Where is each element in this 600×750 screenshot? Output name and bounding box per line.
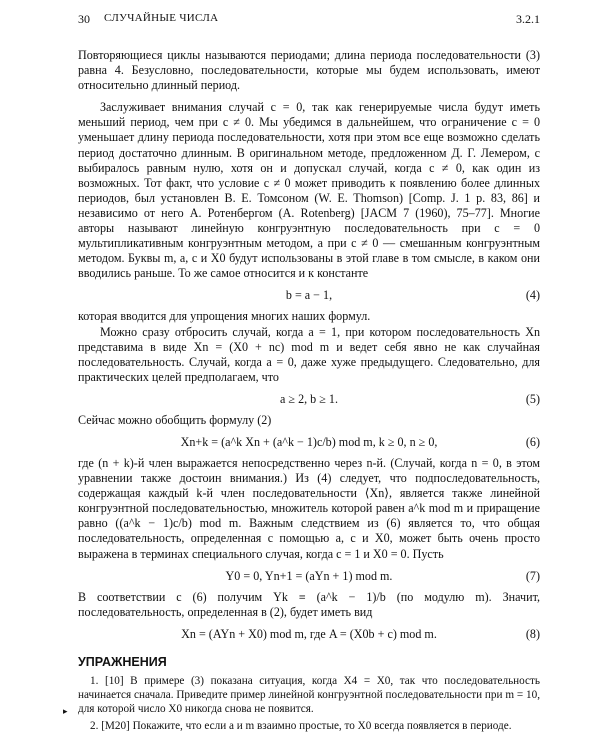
paragraph-3: которая вводится для упрощения многих наших формул. (78, 309, 371, 324)
equation-7 (78, 565, 540, 587)
equation-8 (78, 623, 540, 645)
exercise-1: 1. [10] В примере (3) показана ситуация, когда X4 = X0, так что последовательность начинается сначала. Приведите пример линейной конгруэнтной последовательности при m = 10, для которой число X0 никогда снова не появится. (78, 674, 540, 715)
equation-4-formula: b = a − 1, (285, 288, 333, 303)
paragraph-7: В соответствии с (6) получим Yk ≡ (a^k − 1)/b (по модулю m). Значит, последовательность, определенная в (2), будет иметь вид (78, 589, 540, 619)
equation-7-number: (7) (525, 568, 540, 583)
paragraph-2: Заслуживает внимания случай c = 0, так как генерируемые числа будут иметь меньший период, чем при c ≠ 0. Мы убедимся в дальнейшем, что ограничение c = 0 уменьшает длину периода последовательности, хотя при этом все еще возможно сделать период достаточно длинным. В оригинальном методе, предложенном Д. Г. Лемером, c выбиралось равным нулю, хотя он и допускал случай, когда c ≠ 0, как один из возможных. Тот факт, что условие c ≠ 0 может приводить к появлению более длинных периодов, был установлен В. Е. Томсоном (W. E. Thomson) [Comp. J. 1 p. 83, 86] и независимо от него А. Ротенбергом (A. Rotenberg) [JACM 7 (1960), 75–77]. Многие авторы называют линейную конгруэнтную последовательность при c = 0 мультипликативным конгруэнтным методом, а при c ≠ 0 — смешанным конгруэнтным методом. Буквы m, a, c и X0 будут использованы в этой главе в том смысле, в каком они вводились раньше. То же самое относится и к константе (78, 100, 540, 281)
paragraph-1: Повторяющиеся циклы называются периодами; длина периода последовательности (3) равна 4. Безусловно, последовательности, которые мы будем использовать, имеют относительно длинный период. (78, 48, 540, 93)
equation-8-formula: Xn = (AYn + X0) mod m, где A = (X0b + c) mod m. (181, 626, 437, 641)
equation-7-formula: Y0 = 0, Yn+1 = (aYn + 1) mod m. (225, 568, 393, 583)
running-header (78, 12, 540, 28)
text-body (78, 48, 540, 736)
paragraph-6: где (n + k)-й член выражается непосредственно через n-й. (Случай, когда n = 0, в этом уравнении также достоин внимания.) Из (4) следует, что подпоследовательность, содержащая каждый k-й член последовательности ⟨Xn⟩, является также линейной конгруэнтной последовательностью, множитель которой равен a^k mod m и приращение равно ((a^k − 1)c/b) mod m. Важным следствием из (6) является то, что общая последовательность, определенная с помощью a, c и X0, может быть очень просто выражена в терминах специального случая, когда c = 1 и X0 = 0. Пусть (78, 455, 540, 561)
paragraph-4: Можно сразу отбросить случай, когда a = 1, при котором последовательность Xn представима в виде Xn = (X0 + nc) mod m и ведет себя явно не как случайная последовательность. Случай, когда a = 0, даже хуже предыдущего. Следовательно, для практических целей предполагаем, что (78, 324, 540, 384)
equation-4 (78, 284, 540, 306)
equation-6-formula: Xn+k = (a^k Xn + (a^k − 1)c/b) mod m, k ≥ 0, n ≥ 0, (180, 434, 438, 449)
page-number: 30 (78, 12, 90, 26)
exercise-2: 2. [M20] Покажите, что если a и m взаимно простые, то X0 всегда появляется в периоде. (90, 719, 512, 732)
equation-4-number: (4) (525, 288, 540, 303)
equation-8-number: (8) (525, 626, 540, 641)
paragraph-5: Сейчас можно обобщить формулу (2) (78, 412, 272, 427)
equation-5-formula: a ≥ 2, b ≥ 1. (280, 391, 338, 406)
exercise-marker-icon: ▸ (63, 706, 68, 716)
running-title: СЛУЧАЙНЫЕ ЧИСЛА (104, 12, 219, 24)
equation-5-number: (5) (525, 391, 540, 406)
equation-6-number: (6) (525, 434, 540, 449)
exercises-heading: УПРАЖНЕНИЯ (78, 654, 167, 669)
equation-6 (78, 431, 540, 453)
section-number: 3.2.1 (516, 12, 540, 26)
equation-5 (78, 388, 540, 410)
